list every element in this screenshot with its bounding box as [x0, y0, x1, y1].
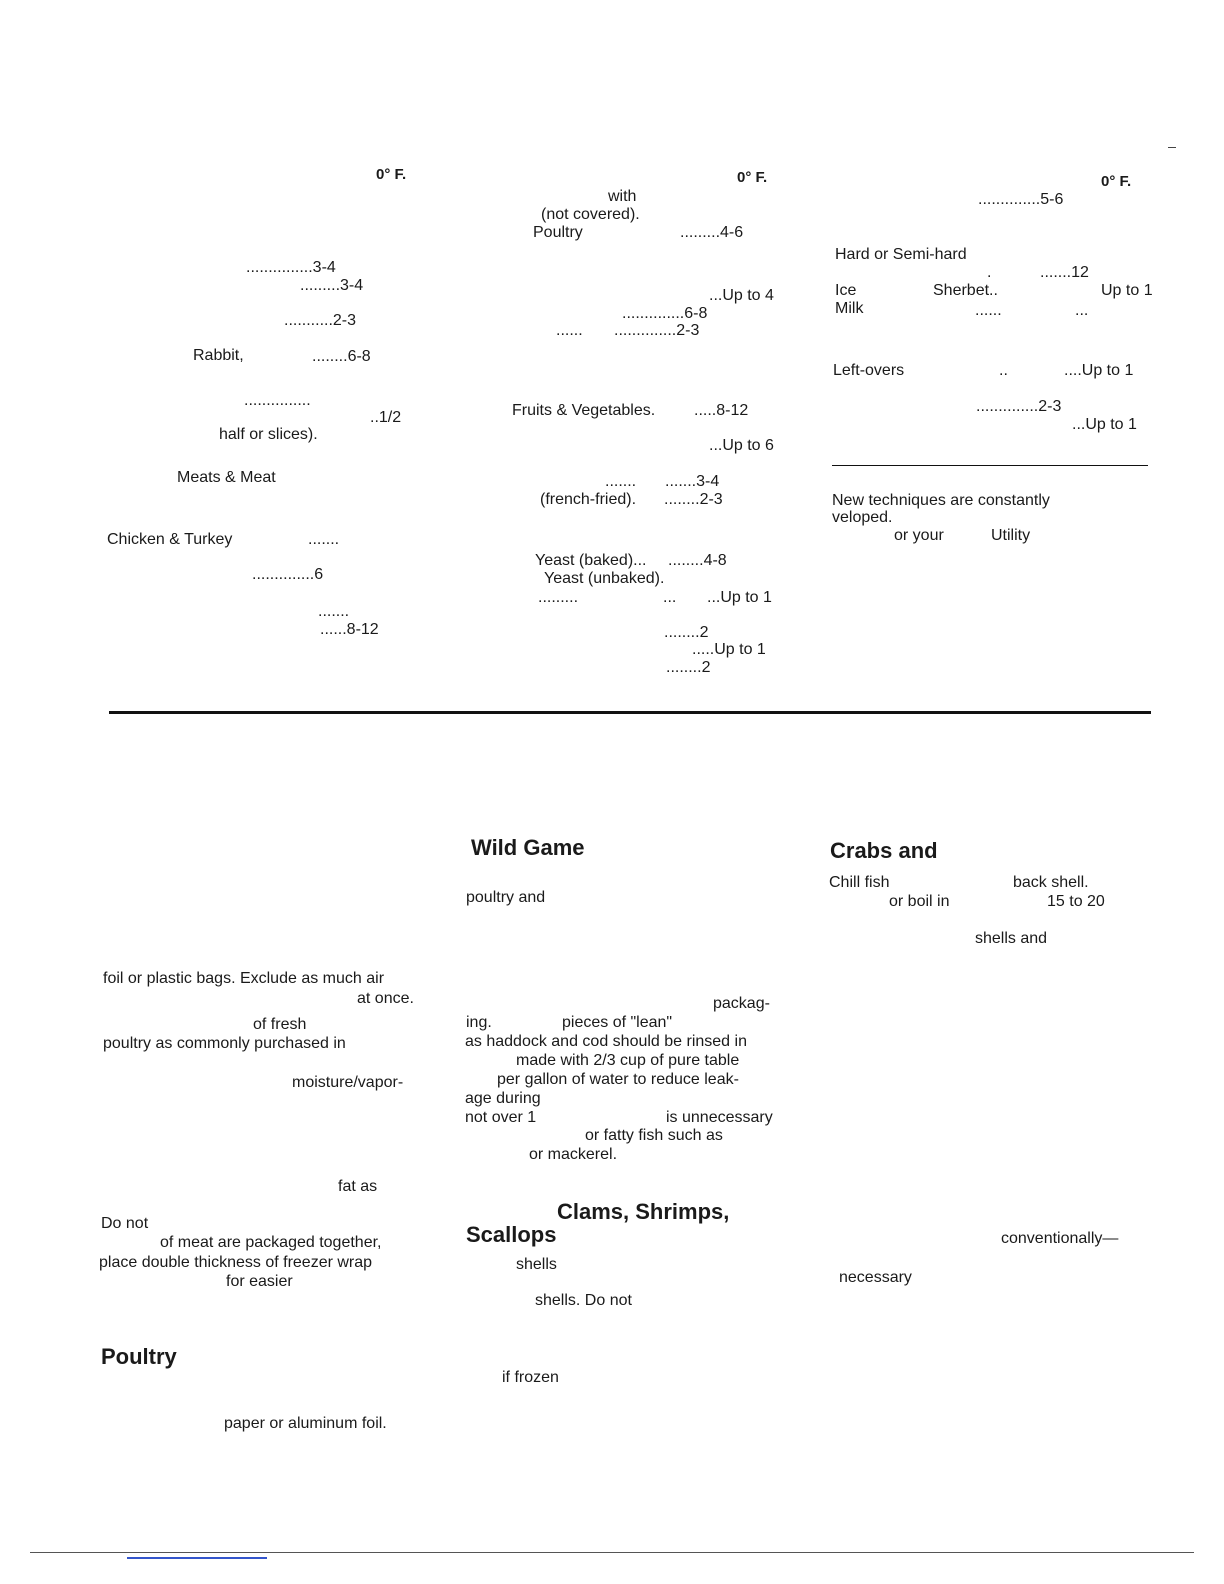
col2-row: (not covered).	[541, 206, 640, 223]
middle-text-line: ing.	[466, 1014, 492, 1031]
left-text-line: for easier	[226, 1273, 293, 1290]
note-line: Utility	[991, 527, 1031, 544]
col2-row: .........4-6	[680, 224, 744, 241]
middle-text-line: pieces of "lean"	[562, 1014, 673, 1031]
col1-row: ..............6	[252, 566, 324, 583]
right-text-line: or boil in	[889, 893, 950, 910]
col3-row: ....Up to 1	[1064, 362, 1134, 379]
col1-row: ...............3-4	[246, 259, 336, 276]
col3-row: .	[987, 264, 992, 281]
col3-row: Hard or Semi-hard	[835, 246, 967, 263]
clams-heading: Clams, Shrimps,	[557, 1199, 730, 1224]
footer-rule	[30, 1552, 1194, 1553]
col1-row: Meats & Meat	[177, 469, 276, 486]
col2-row: .......3-4	[665, 473, 720, 490]
col1-header-temp: 0° F.	[376, 166, 407, 183]
middle-text-line: if frozen	[502, 1369, 559, 1386]
col2-row: Poultry	[533, 224, 583, 241]
col1-row: .........3-4	[300, 277, 364, 294]
right-text-line: Chill fish	[829, 874, 890, 891]
col1-row: .......	[318, 603, 350, 620]
col1-row: ...........2-3	[284, 312, 357, 329]
col2-row: ...	[663, 589, 677, 606]
col3-row: Up to 1	[1101, 282, 1153, 299]
col1-row: half or slices).	[219, 426, 318, 443]
col3-row: Sherbet..	[933, 282, 998, 299]
col2-row: ..............2-3	[614, 322, 700, 339]
corner-mark	[1168, 147, 1176, 148]
col2-row: ......	[556, 322, 583, 339]
middle-text-line: poultry and	[466, 889, 546, 906]
col1-row: ..1/2	[370, 409, 402, 426]
left-text-line: fat as	[338, 1178, 378, 1195]
col1-row: ......8-12	[320, 621, 379, 638]
col2-row: Fruits & Vegetables.	[512, 402, 656, 419]
col2-row: ........2-3	[664, 491, 723, 508]
col2-row: ..............6-8	[622, 305, 708, 322]
middle-text-line: age during	[465, 1090, 541, 1107]
col2-row: Yeast (baked)...	[535, 552, 647, 569]
col3-row: Ice	[835, 282, 857, 299]
left-text-line: Do not	[101, 1215, 149, 1232]
col2-row: ...Up to 4	[709, 287, 774, 304]
middle-text-line: not over 1	[465, 1109, 537, 1126]
col3-row: ..	[999, 362, 1008, 379]
middle-text-line: as haddock and cod should be rinsed in	[465, 1033, 747, 1050]
col2-row: with	[608, 188, 637, 205]
right-text-line: conventionally—	[1001, 1230, 1119, 1247]
right-text-line: shells and	[975, 930, 1048, 947]
section-divider	[109, 711, 1151, 714]
middle-text-line: or mackerel.	[529, 1146, 618, 1163]
col2-row: .........	[538, 589, 579, 606]
wild-game-heading: Wild Game	[471, 835, 585, 860]
col2-header-temp: 0° F.	[737, 169, 768, 186]
left-text-line: at once.	[357, 990, 414, 1007]
col2-row: ...Up to 6	[709, 437, 774, 454]
col3-row: ...Up to 1	[1072, 416, 1137, 433]
col1-row: Chicken & Turkey	[107, 531, 233, 548]
col3-row: ......	[975, 302, 1002, 319]
col2-row: .....8-12	[694, 402, 749, 419]
col2-row: .....Up to 1	[692, 641, 766, 658]
note-divider	[832, 465, 1148, 466]
poultry-heading: Poultry	[101, 1344, 177, 1369]
left-text-line: moisture/vapor-	[292, 1074, 404, 1091]
right-text-line: 15 to 20	[1047, 893, 1105, 910]
crabs-heading: Crabs and	[830, 838, 938, 863]
scallops-heading: Scallops	[466, 1222, 557, 1247]
right-text-line: back shell.	[1013, 874, 1089, 891]
col3-row: ..............2-3	[976, 398, 1062, 415]
col3-row: .......12	[1040, 264, 1089, 281]
left-text-line: place double thickness of freezer wrap	[99, 1254, 373, 1271]
col1-row: .......	[308, 531, 340, 548]
left-text-line: poultry as commonly purchased in	[103, 1035, 346, 1052]
middle-text-line: made with 2/3 cup of pure table	[516, 1052, 740, 1069]
middle-text-line: per gallon of water to reduce leak-	[497, 1071, 739, 1088]
col3-row: Milk	[835, 300, 864, 317]
col2-row: Yeast (unbaked).	[544, 570, 665, 587]
col2-row: ........4-8	[668, 552, 727, 569]
left-text-line: paper or aluminum foil.	[224, 1415, 387, 1432]
middle-text-line: shells. Do not	[535, 1292, 632, 1309]
col3-header-temp: 0° F.	[1101, 173, 1132, 190]
col3-row: ...	[1075, 302, 1089, 319]
note-line: New techniques are constantly	[832, 492, 1050, 509]
footer-blue-mark	[127, 1557, 267, 1559]
col2-row: .......	[605, 473, 637, 490]
note-line: veloped.	[832, 509, 893, 526]
middle-text-line: shells	[516, 1256, 557, 1273]
col1-row: ........6-8	[312, 348, 371, 365]
col2-row: ...Up to 1	[707, 589, 772, 606]
col2-row: ........2	[666, 659, 711, 676]
col3-row: ..............5-6	[978, 191, 1064, 208]
col2-row: (french-fried).	[540, 491, 637, 508]
col1-row: Rabbit,	[193, 347, 244, 364]
middle-text-line: or fatty fish such as	[585, 1127, 723, 1144]
left-text-line: of fresh	[253, 1016, 307, 1033]
right-text-line: necessary	[839, 1269, 912, 1286]
col2-row: ........2	[664, 624, 709, 641]
note-line: or your	[894, 527, 944, 544]
col1-row: ...............	[244, 392, 311, 409]
left-text-line: of meat are packaged together,	[160, 1234, 382, 1251]
middle-text-line: packag-	[713, 995, 770, 1012]
col3-row: Left-overs	[833, 362, 905, 379]
left-text-line: foil or plastic bags. Exclude as much air	[103, 970, 385, 987]
middle-text-line: is unnecessary	[666, 1109, 773, 1126]
